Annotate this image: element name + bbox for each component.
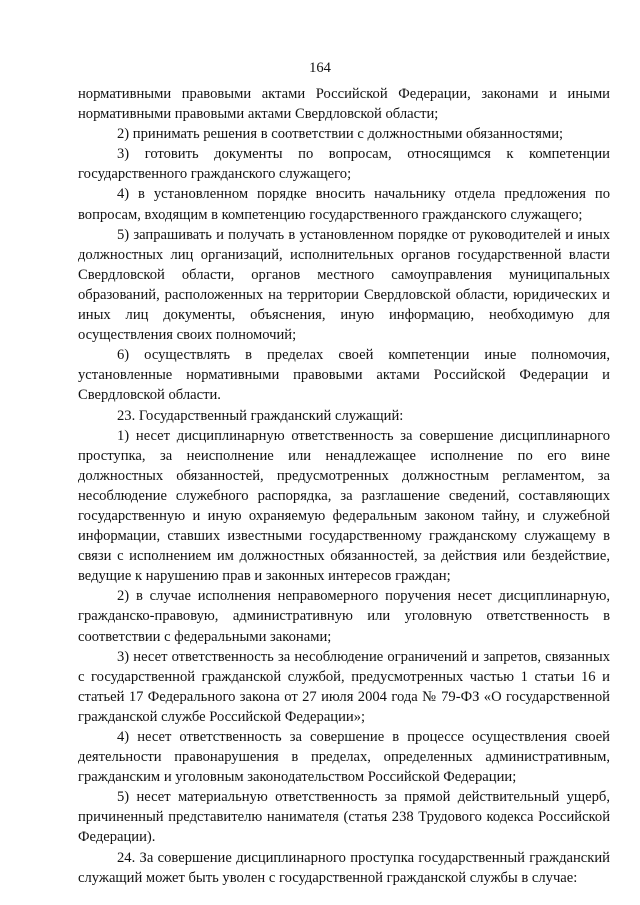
paragraph-item-3: 3) готовить документы по вопросам, относящимся к компетенции государственного гражданского служащего; [78, 146, 610, 183]
section-23-item-3: 3) несет ответственность за несоблюдение ограничений и запретов, связанных с государственной гражданской службой, предусмотренных частью 1 статьи 16 и статьей 17 Федерального закона от 27 июля 2004 года № 79-ФЗ «О государственной гражданской службе Российской Федерации»; [78, 648, 610, 725]
paragraph-item-6: 6) осуществлять в пределах своей компетенции иные полномочия, установленные нормативными правовыми актами Российской Федерации и Свердловской области. [78, 347, 610, 404]
section-23-item-4: 4) несет ответственность за совершение в процессе осуществления своей деятельности правонарушения в пределах, определенных административным, гражданским и уголовным законодательством Российской Федерации; [78, 729, 610, 786]
page-number: 164 [309, 60, 331, 76]
paragraph-item-5: 5) запрашивать и получать в установленном порядке от руководителей и иных должностных лиц организаций, исполнительных органов государственной власти Свердловской области, органов местного самоуправления муниципальных образований, расположенных на территории Свердловской области, юридических и иных лиц документы, объяснения, иную информацию, необходимую для осуществления своих полномочий; [78, 226, 610, 344]
paragraph-item-4: 4) в установленном порядке вносить начальнику отдела предложения по вопросам, входящим в компетенцию государственного гражданского служащего; [78, 186, 610, 223]
paragraph-item-2: 2) принимать решения в соответствии с должностными обязанностями; [117, 126, 564, 143]
paragraph-continuation: нормативными правовыми актами Российской Федерации, законами и иными нормативными правовыми актами Свердловской области; [78, 86, 610, 123]
section-23-item-2: 2) в случае исполнения неправомерного поручения несет дисциплинарную, гражданско-правовую, административную или уголовную ответственность в соответствии с федеральными законами; [78, 588, 610, 645]
section-23-heading: 23. Государственный гражданский служащий: [117, 407, 404, 424]
section-23-item-5: 5) несет материальную ответственность за прямой действительный ущерб, причиненный представителю нанимателя (статья 238 Трудового кодекса Российской Федерации). [78, 789, 610, 846]
document-body [78, 84, 610, 888]
section-23-item-1: 1) несет дисциплинарную ответственность за совершение дисциплинарного проступка, за неисполнение или ненадлежащее исполнение по его вине должностных обязанностей, предусмотренных должностным регламентом, за несоблюдение служебного распорядка, за разглашение сведений, составляющих государственную и иную охраняемую федеральным законом тайну, и служебной информации, ставших известными государственному гражданскому служащему в связи с исполнением им должностных обязанностей, за действия или бездействие, ведущие к нарушению прав и законных интересов граждан; [78, 427, 610, 585]
section-24-paragraph: 24. За совершение дисциплинарного проступка государственный гражданский служащий может быть уволен с государственной гражданской службы в случае: [78, 849, 610, 886]
